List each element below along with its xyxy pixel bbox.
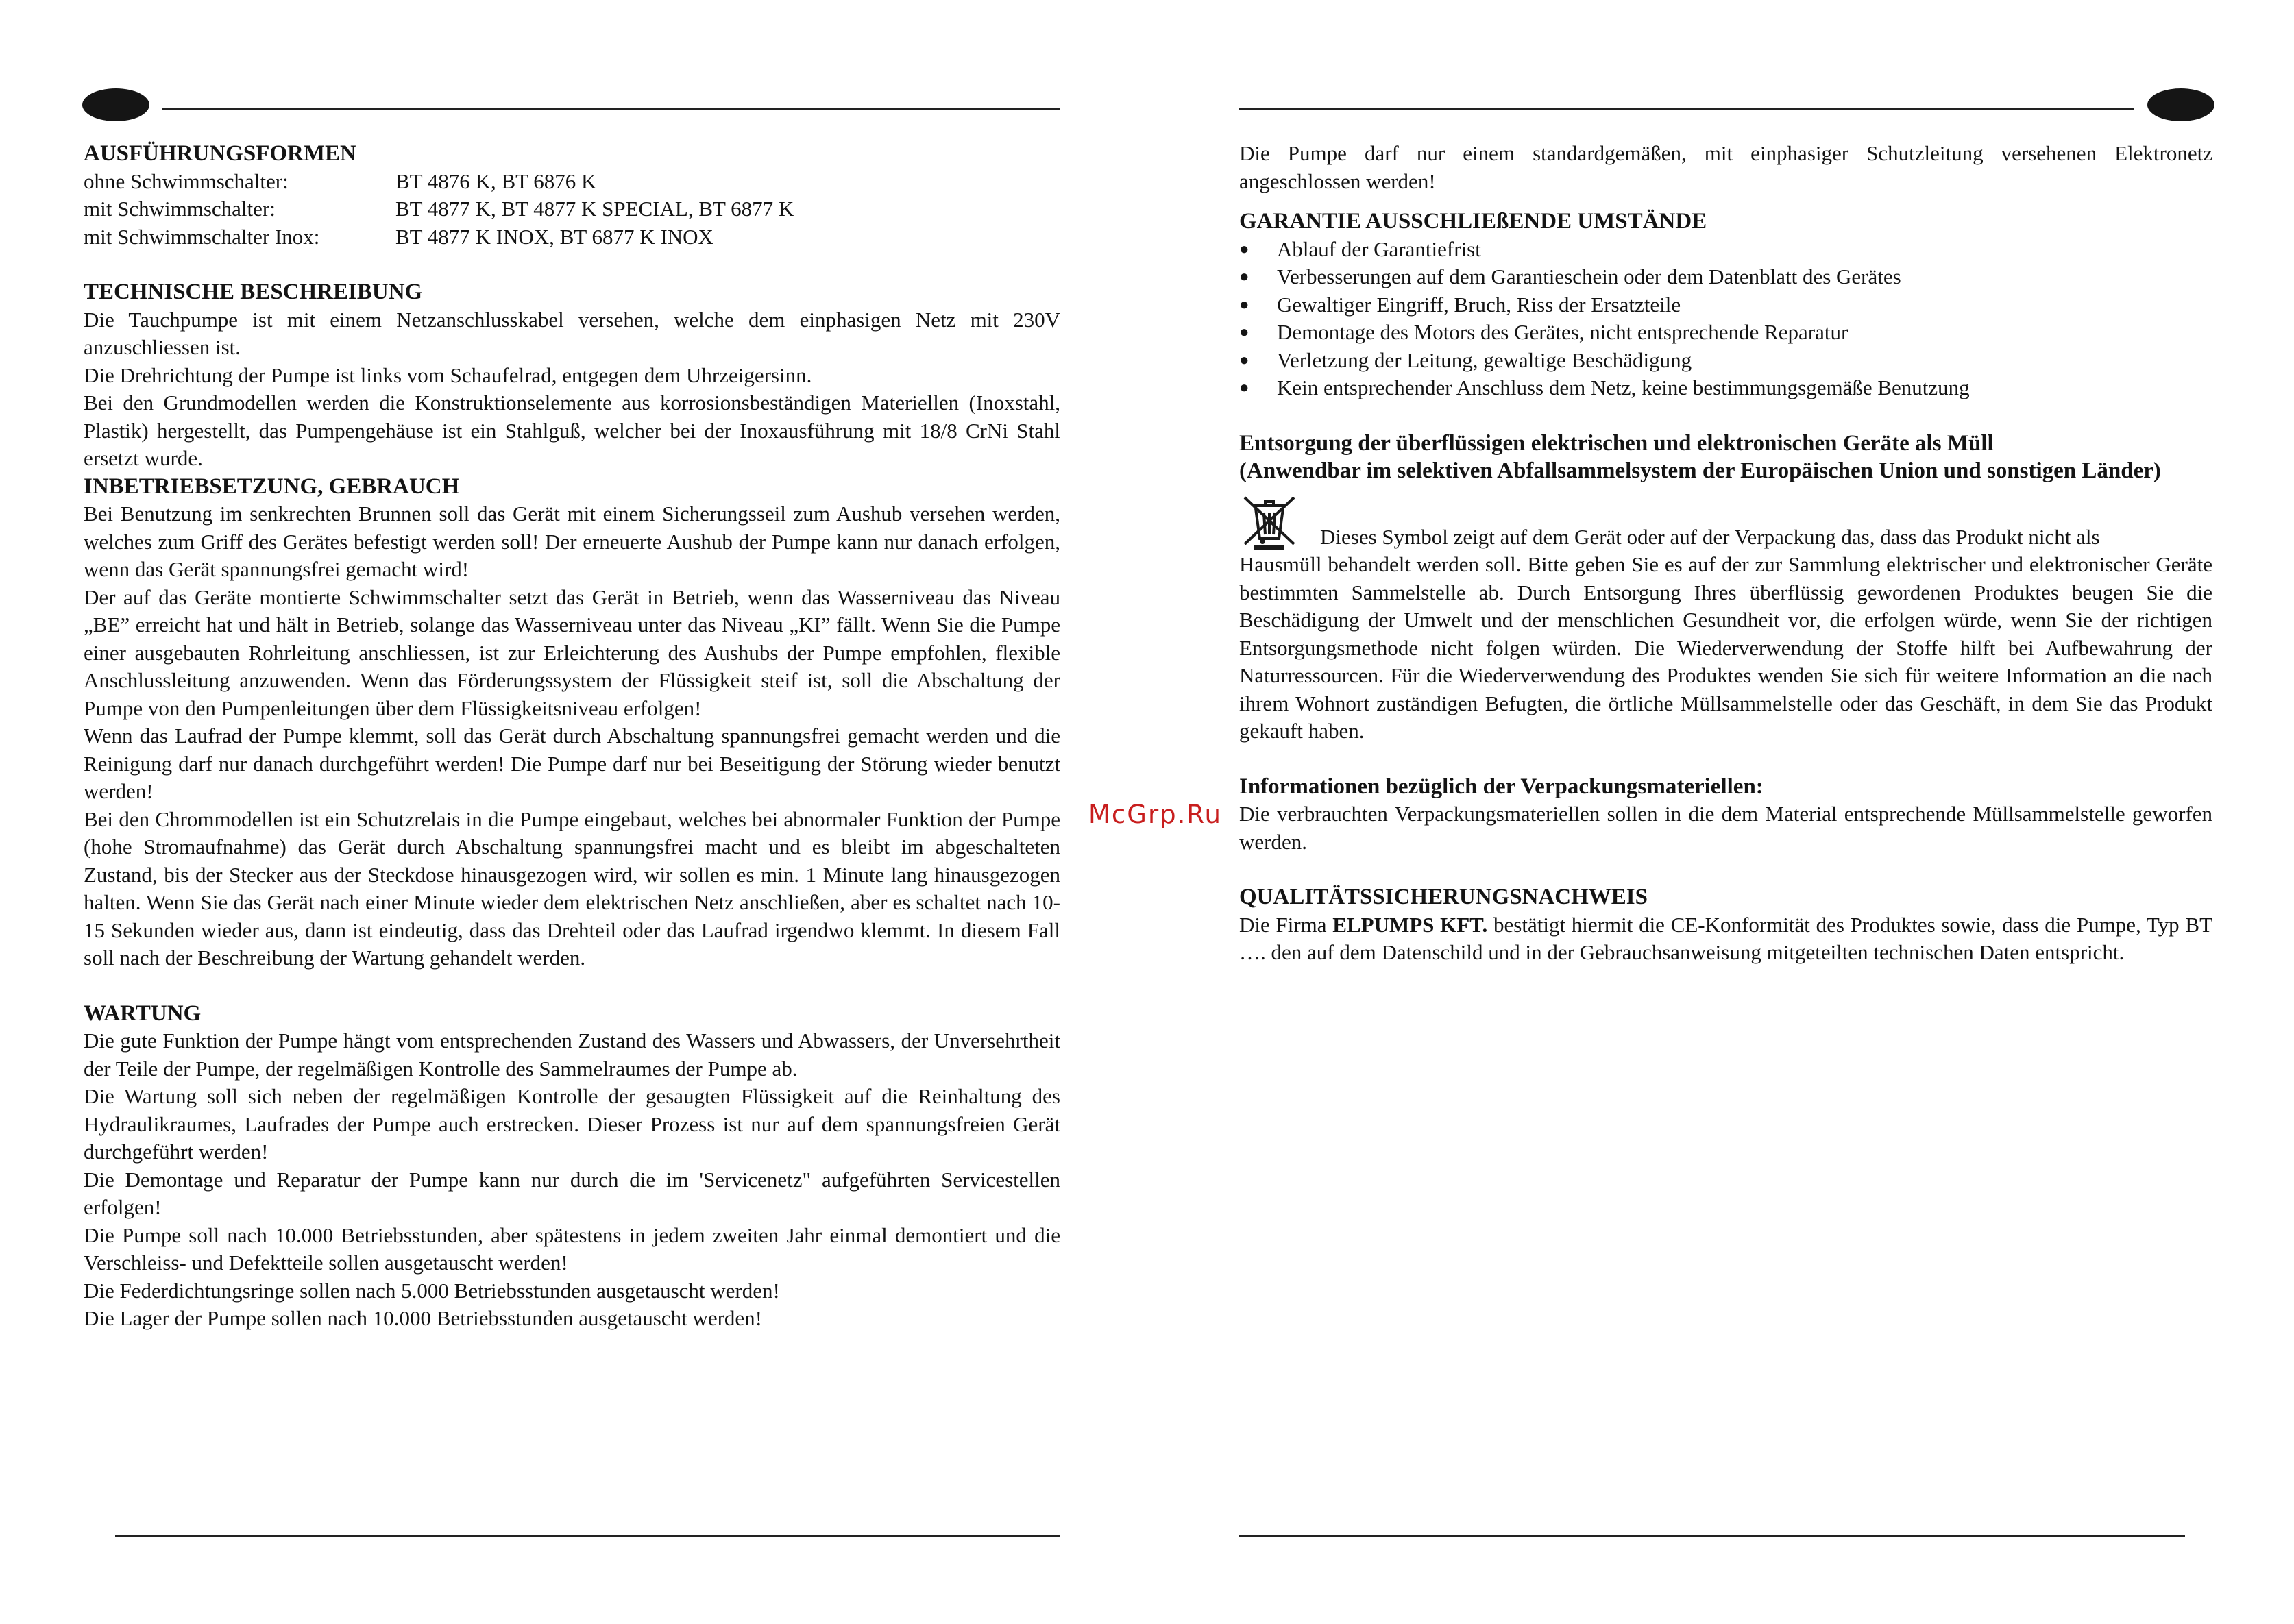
warranty-list [1239, 236, 2212, 402]
variant-value: BT 4877 K, BT 4877 K SPECIAL, BT 6877 K [395, 197, 794, 221]
tech-section [84, 278, 1060, 473]
startup-paragraph: Wenn das Laufrad der Pumpe klemmt, soll das Gerät durch Abschaltung spannungsfrei gemacht werden und die Reinigung darf nur danach durchgeführt werden! Die Pumpe darf nur bei Beseitigung der Störung wieder benutzt werden! [84, 724, 1060, 803]
list-item: ● Kein entsprechender Anschluss dem Netz, keine bestimmungsgemäße Benutzung [1239, 374, 2212, 402]
startup-paragraph: Der auf das Geräte montierte Schwimmschalter setzt das Gerät in Betrieb, wenn das Wasserniveau das Niveau „BE” erreicht hat und hält in Betrieb, solange das Wasserniveau unter das Niveau „KI” fällt. Wenn Sie die Pumpe einer ausgebauten Rohrleitung anschliessen, ist zur Erleichterung des Aushubs der Pumpe empfohlen, flexible Anschlussleitung anzuwenden. Wenn das Förderungssystem der Flüssigkeit steif ist, soll die Abschaltung der Pumpe von den Pumpenleitungen über dem Flüssigkeitsniveau erfolgen! [84, 585, 1060, 720]
variant-label: ohne Schwimmschalter: [84, 169, 289, 193]
list-item: ● Ablauf der Garantiefrist [1239, 236, 2212, 264]
startup-paragraph: Bei den Chrommodellen ist ein Schutzrelais in die Pumpe eingebaut, welches bei abnormaler Funktion der Pumpe (hohe Stromaufnahme) das Gerät durch Abschaltung spannungsfrei macht und es bleibt im abgeschalteten Zustand, bis der Stecker aus der Steckdose hinausgezogen wird, wir sollen es min. 1 Minute lang hinausgezogen halten. Wenn Sie das Gerät nach einer Minute wieder dem elektrischen Netz anschließen, aber es schaltet nach 10-15 Sekunden wieder aus, dann ist eindeutig, dass das Drehteil oder das Laufrad irgendwo klemmt. In diesem Fall soll nach der Beschreibung der Wartung gehandelt werden. [84, 807, 1060, 970]
startup-heading: INBETRIEBSETZUNG, GEBRAUCH [84, 473, 460, 499]
left-column [84, 140, 1060, 1333]
variant-label: mit Schwimmschalter Inox: [84, 224, 320, 249]
variant-row [84, 168, 1060, 196]
tech-heading: TECHNISCHE BESCHREIBUNG [84, 280, 423, 304]
tech-paragraph: Bei den Grundmodellen werden die Konstruktionselemente aus korrosionsbeständigen Materiellen (Inoxstahl, Plastik) hergestellt, das Pumpengehäuse ist ein Stahlguß, welcher bei der Inoxausführung mit 18/8 CrNi Stahl ersetzt wurde. [84, 391, 1060, 470]
quality-heading: QUALITÄTSSICHERUNGSNACHWEIS [1239, 885, 1648, 909]
disposal-heading: Entsorgung der überflüssigen elektrischen und elektronischen Geräte als Müll [1239, 430, 1994, 456]
right-column [1239, 140, 2212, 967]
disposal-section [1239, 430, 2212, 746]
maintenance-heading: WARTUNG [84, 1000, 202, 1026]
maintenance-paragraph: Die Demontage und Reparatur der Pumpe kann nur durch die im 'Servicenetz" aufgeführten Servicestellen erfolgen! [84, 1167, 1060, 1219]
maintenance-paragraph: Die Federdichtungsringe sollen nach 5.000 Betriebsstunden ausgetauscht werden! [84, 1278, 780, 1303]
quality-text-pre: Die Firma [1239, 912, 1327, 937]
variant-row [84, 223, 1060, 251]
intro-paragraph: Die Pumpe darf nur einem standardgemäßen, mit einphasiger Schutzleitung versehenen Elektronetz angeschlossen werden! [1239, 141, 2212, 193]
startup-section [84, 473, 1060, 972]
variants-heading: AUSFÜHRUNGSFORMEN [84, 141, 356, 166]
warranty-section [1239, 208, 2212, 402]
packaging-section [1239, 773, 2212, 857]
tech-paragraph: Die Drehrichtung der Pumpe ist links vom Schaufelrad, entgegen dem Uhrzeigersinn. [84, 362, 812, 387]
maintenance-paragraph: Die Pumpe soll nach 10.000 Betriebsstunden, aber spätestens in jedem zweiten Jahr einmal demontiert und die Verschleiss- und Defektteile sollen ausgetauscht werden! [84, 1222, 1060, 1275]
watermark: McGrp.Ru [1088, 800, 1222, 829]
maintenance-paragraph: Die Lager der Pumpe sollen nach 10.000 Betriebsstunden ausgetauscht werden! [84, 1306, 762, 1330]
page-marker-left [82, 88, 149, 121]
startup-paragraph: Bei Benutzung im senkrechten Brunnen soll das Gerät mit einem Sicherungsseil zum Aushub versehen werden, welches zum Griff des Gerätes befestigt werden soll! Der erneuerte Aushub der Pumpe kann nur danach erfolgen, wenn das Gerät spannungsfrei gemacht wird! [84, 502, 1060, 581]
warranty-heading: GARANTIE AUSSCHLIEßENDE UMSTÄNDE [1239, 209, 1707, 234]
maintenance-paragraph: Die gute Funktion der Pumpe hängt vom entsprechenden Zustand des Wassers und Abwassers, der Unversehrtheit der Teile der Pumpe, der regelmäßigen Kontrolle des Sammelraumes der Pumpe ab. [84, 1029, 1060, 1081]
tech-paragraph: Die Tauchpumpe ist mit einem Netzanschlusskabel versehen, welche dem einphasigen Netz mit 230V anzuschliessen ist. [84, 307, 1060, 359]
variant-value: BT 4876 K, BT 6876 K [395, 169, 597, 193]
bottom-rule-right [1239, 1535, 2185, 1537]
list-item: ● Verletzung der Leitung, gewaltige Beschädigung [1239, 347, 2212, 375]
variants-section [84, 140, 1060, 251]
disposal-subheading: (Anwendbar im selektiven Abfallsammelsystem der Europäischen Union und sonstigen Länder) [1239, 458, 2161, 483]
disposal-paragraph-first: Dieses Symbol zeigt auf dem Gerät oder auf der Verpackung das, dass das Produkt nicht als [1320, 524, 2100, 549]
variant-label: mit Schwimmschalter: [84, 197, 276, 221]
page-marker-right [2147, 88, 2214, 121]
list-item: ● Verbesserungen auf dem Garantieschein oder dem Datenblatt des Gerätes [1239, 263, 2212, 291]
list-item: ● Gewaltiger Eingriff, Bruch, Riss der Ersatzteile [1239, 291, 2212, 319]
maintenance-paragraph: Die Wartung soll sich neben der regelmäßigen Kontrolle der gesaugten Flüssigkeit auf die Reinhaltung des Hydraulikraumes, Laufrades der Pumpe auch erstrecken. Dieser Prozess ist nur auf dem spannungsfreien Gerät durchgeführt werden! [84, 1084, 1060, 1164]
packaging-paragraph: Die verbrauchten Verpackungsmateriellen sollen in die dem Material entsprechende Müllsammelstelle geworfen werden. [1239, 802, 2212, 854]
list-item: ● Demontage des Motors des Gerätes, nicht entsprechende Reparatur [1239, 319, 2212, 347]
bottom-rule-left [115, 1535, 1060, 1537]
crossed-out-wheelie-bin-icon [1239, 493, 1299, 551]
packaging-heading: Informationen bezüglich der Verpackungsmateriellen: [1239, 774, 1764, 799]
variant-row [84, 195, 1060, 223]
company-name: ELPUMPS KFT. [1332, 912, 1488, 937]
quality-paragraph [1239, 911, 2212, 967]
top-rule-right [1239, 108, 2134, 110]
maintenance-section [84, 1000, 1060, 1333]
quality-text-post: bestätigt hiermit die CE-Konformität des Produktes sowie, dass die Pumpe, Typ BT …. den auf dem Datenschild und in der Gebrauchsanweisung mitgeteilten technischen Daten entspricht. [1239, 912, 2213, 964]
disposal-symbol-row [1239, 493, 2212, 552]
quality-section [1239, 883, 2212, 967]
top-rule-left [162, 108, 1060, 110]
disposal-paragraph: Hausmüll behandelt werden soll. Bitte geben Sie es auf der zur Sammlung elektrischer und elektronischer Geräte bestimmten Sammelstelle ab. Durch Entsorgung Ihres überflüssig gewordenen Produktes beugen Sie die Beschädigung der Umwelt und der menschlichen Gesundheit vor, die erfolgen würde, wenn Sie der richtigen Entsorgungsmethode nicht folgen würden. Die Wiederverwendung der Stoffe hilft bei Aufbewahrung der Naturressourcen. Für die Wiederverwendung des Produktes wenden Sie sich für weitere Information an die nach ihrem Wohnort zuständigen Befugten, die örtliche Müllsammelstelle oder das Geschäft, in dem Sie das Produkt gekauft haben. [1239, 552, 2212, 743]
variant-value: BT 4877 K INOX, BT 6877 K INOX [395, 224, 713, 249]
